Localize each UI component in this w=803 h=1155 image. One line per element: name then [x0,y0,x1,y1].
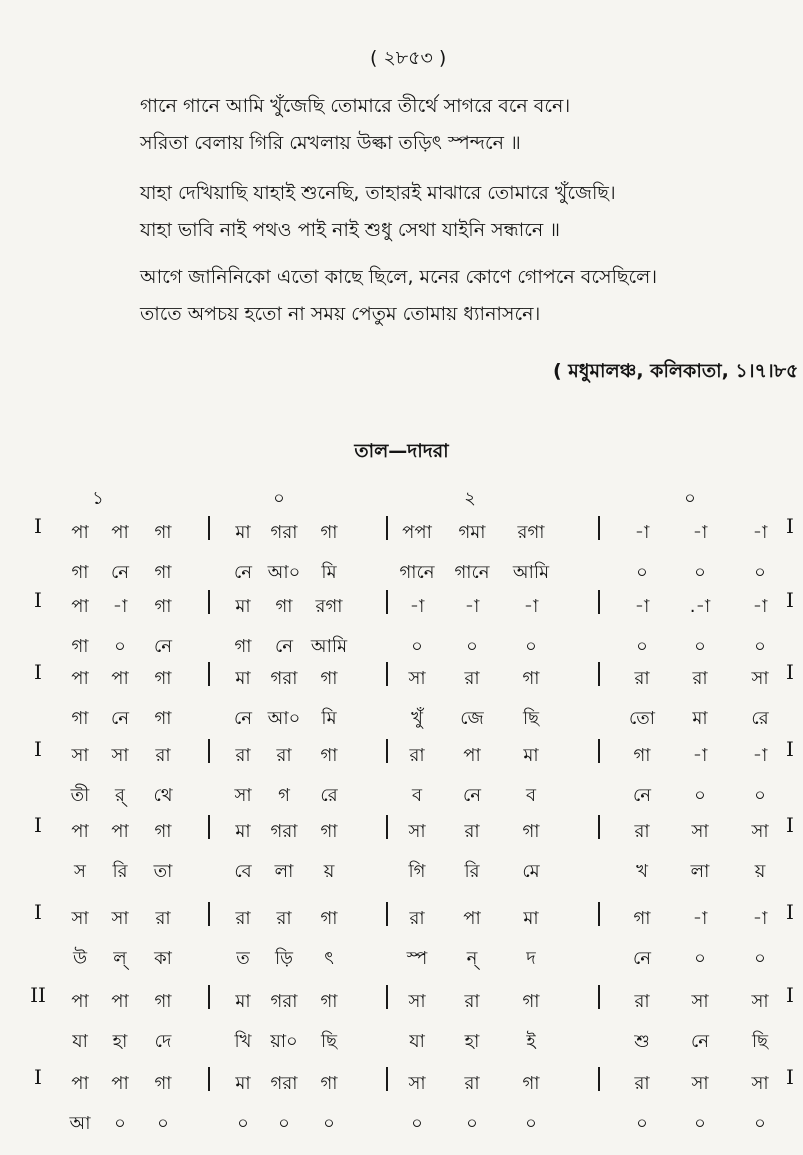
lyric-syllable: ০ [411,636,423,657]
lyric-syllable: ০ [636,562,648,583]
lyric-syllable: ল্ [113,948,127,969]
lyric-syllable: ০ [525,1113,537,1134]
swara-note: রা [409,745,425,766]
swara-note: পা [111,1073,129,1094]
swara-note: সা [691,991,709,1012]
end-marker: I [786,813,794,837]
swara-note: মা [235,668,251,689]
section-marker: I [34,737,42,761]
lyric-syllable: ০ [114,636,126,657]
swara-note: -া [692,745,708,766]
lyric-syllable: নে [462,785,482,806]
swara-note: -া [634,522,650,543]
lyric-syllable: লা [690,861,710,882]
swara-note: রা [464,821,480,842]
page-number: ( ২৮৫৩ ) [370,47,447,69]
swara-note: গা [320,745,338,766]
lyric-syllable: গানে [399,562,435,583]
lyric-syllable: ০ [754,948,766,969]
lyric-syllable: গা [154,708,172,729]
swara-note: সা [751,668,769,689]
lyric-syllable: গা [71,636,89,657]
measure-bar [386,590,388,614]
section-marker: I [34,1065,42,1089]
section-marker: I [34,900,42,924]
lyric-syllable: ০ [636,1113,648,1134]
beat-mark: ০ [273,488,285,509]
measure-bar [598,985,600,1009]
lyric-syllable: ছি [522,708,540,729]
lyric-syllable: ০ [754,785,766,806]
swara-note: পা [111,522,129,543]
lyric-syllable: তা [153,861,173,882]
swara-note: রা [409,908,425,929]
lyric-syllable: ০ [323,1113,335,1134]
measure-bar [598,516,600,540]
swara-note: গা [320,991,338,1012]
swara-note: সা [71,908,89,929]
lyric-syllable: রে [320,785,338,806]
swara-note: রা [276,908,292,929]
lyric-line: আগে জানিনিকো এতো কাছে ছিলে, মনের কোণে গোপনে বসেছিলে। [140,266,658,288]
lyric-syllable: ০ [694,636,706,657]
lyric-syllable: গা [154,562,172,583]
lyric-syllable: ০ [525,636,537,657]
swara-note: গরা [270,1073,298,1094]
lyric-syllable: য় [754,861,766,882]
lyric-syllable: ছি [320,1031,338,1052]
lyric-syllable: ০ [411,1113,423,1134]
lyric-syllable: ০ [694,562,706,583]
swara-note: গরা [270,821,298,842]
swara-note: মা [235,522,251,543]
swara-note: রা [464,668,480,689]
end-marker: I [786,737,794,761]
lyric-syllable: যা [72,1031,88,1052]
measure-bar [598,815,600,839]
lyric-syllable: নে [690,1031,710,1052]
swara-note: গা [154,522,172,543]
swara-note: গা [633,908,651,929]
lyric-syllable: উ [72,948,88,969]
measure-bar [386,985,388,1009]
measure-bar [208,590,210,614]
lyric-syllable: রি [464,861,480,882]
swara-note: পা [71,596,89,617]
swara-note: -া [692,908,708,929]
lyric-syllable: ০ [237,1113,249,1134]
swara-note: সা [751,991,769,1012]
lyric-syllable: তো [628,708,656,729]
lyric-syllable: আমি [310,636,348,657]
lyric-syllable: নে [233,708,253,729]
beat-mark: ২ [464,488,476,509]
swara-note: -া [112,596,128,617]
lyric-syllable: ০ [694,785,706,806]
swara-note: গা [320,1073,338,1094]
lyric-line: যাহা দেখিয়াছি যাহাই শুনেছি, তাহারই মাঝারে তোমারে খুঁজেছি। [140,182,616,204]
swara-note: -া [634,596,650,617]
end-marker: I [786,983,794,1007]
swara-note: সা [751,821,769,842]
swara-note: -া [752,596,768,617]
measure-bar [386,662,388,686]
swara-note: পা [71,522,89,543]
lyric-syllable: নে [632,948,652,969]
lyric-syllable: গ [278,785,290,806]
swara-note: গা [154,668,172,689]
lyric-syllable: গা [71,708,89,729]
measure-bar [598,662,600,686]
swara-note: গা [154,1073,172,1094]
swara-note: মা [235,596,251,617]
lyric-syllable: ত [236,948,250,969]
beat-mark: ১ [92,488,104,509]
lyric-syllable: খুঁ [411,708,423,729]
swara-note: পা [71,668,89,689]
swara-note: রা [235,745,251,766]
swara-note: মা [523,908,539,929]
swara-note: মা [235,1073,251,1094]
lyric-syllable: ০ [466,1113,478,1134]
swara-note: পা [463,908,481,929]
lyric-syllable: লা [274,861,294,882]
swara-note: -া [752,908,768,929]
lyric-syllable: ০ [278,1113,290,1134]
lyric-syllable: য়া০ [270,1031,298,1052]
lyric-syllable: জে [460,708,484,729]
lyric-syllable: ০ [694,948,706,969]
swara-note: সা [111,745,129,766]
lyric-syllable: নে [110,562,130,583]
swara-note: সা [751,1073,769,1094]
swara-note: গা [320,522,338,543]
measure-bar [598,590,600,614]
swara-note: পা [463,745,481,766]
lyric-syllable: থে [153,785,173,806]
measure-bar [598,1067,600,1091]
lyric-syllable: ০ [157,1113,169,1134]
lyric-syllable: শু [634,1031,650,1052]
lyric-syllable: ০ [466,636,478,657]
swara-note: গা [154,991,172,1012]
lyric-syllable: ৎ [324,948,334,969]
swara-note: গা [320,908,338,929]
end-marker: I [786,660,794,684]
swara-note: সা [691,821,709,842]
lyric-syllable: ০ [754,1113,766,1134]
swara-note: গা [275,596,293,617]
swara-note: -া [692,522,708,543]
lyric-line: সরিতা বেলায় গিরি মেখলায় উল্কা তড়িৎ স্পন্দনে ॥ [140,132,521,154]
section-marker: I [34,660,42,684]
lyric-syllable: হা [112,1031,128,1052]
swara-note: সা [408,991,426,1012]
swara-note: -া [409,596,425,617]
lyric-syllable: হা [464,1031,480,1052]
section-marker: I [34,588,42,612]
lyric-line: গানে গানে আমি খুঁজেছি তোমারে তীর্থে সাগরে বনে বনে। [140,95,571,117]
swara-note: পা [111,991,129,1012]
section-marker: I [34,813,42,837]
section-marker: II [30,983,46,1007]
swara-note: সা [111,908,129,929]
lyric-syllable: গা [71,562,89,583]
swara-note: -া [752,745,768,766]
swara-note: রা [276,745,292,766]
swara-note: গা [522,668,540,689]
lyric-syllable: সা [234,785,252,806]
lyric-syllable: বে [234,861,252,882]
lyric-syllable: আ০ [267,562,301,583]
lyric-syllable: নে [110,708,130,729]
lyric-syllable: খ [636,861,648,882]
swara-note: সা [408,1073,426,1094]
swara-note: গা [522,991,540,1012]
measure-bar [208,516,210,540]
swara-note: গা [320,668,338,689]
lyric-syllable: ই [526,1031,536,1052]
swara-note: রগা [517,522,545,543]
swara-note: রগা [315,596,343,617]
end-marker: I [786,514,794,538]
lyric-line: যাহা ভাবি নাই পথও পাই নাই শুধু সেথা যাইনি সন্ধানে ॥ [140,219,560,241]
swara-note: .-া [689,596,711,617]
measure-bar [208,1067,210,1091]
lyric-syllable: মে [522,861,540,882]
swara-note: সা [408,821,426,842]
lyric-syllable: ছি [751,1031,769,1052]
measure-bar [208,985,210,1009]
lyric-syllable: রি [112,861,128,882]
swara-note: রা [155,745,171,766]
swara-note: রা [155,908,171,929]
lyric-line: তাতে অপচয় হতো না সময় পেতুম তোমায় ধ্যানাসনে। [140,303,541,325]
lyric-syllable: গা [234,636,252,657]
measure-bar [208,902,210,926]
beat-mark: ০ [684,488,696,509]
swara-note: গা [522,1073,540,1094]
swara-note: গমা [458,522,486,543]
swara-note: সা [71,745,89,766]
tala-heading: তাল—দাদরা [354,440,449,462]
swara-note: মা [235,991,251,1012]
lyric-syllable: মা [692,708,708,729]
measure-bar [208,739,210,763]
swara-note: রা [692,668,708,689]
section-marker: I [34,514,42,538]
measure-bar [386,739,388,763]
swara-note: পা [71,991,89,1012]
lyric-syllable: দ [526,948,536,969]
swara-note: রা [464,1073,480,1094]
swara-note: পা [111,821,129,842]
end-marker: I [786,1065,794,1089]
swara-note: গা [633,745,651,766]
swara-note: গা [154,821,172,842]
lyric-syllable: র্ [115,785,125,806]
swara-note: মা [235,821,251,842]
swara-note: পা [71,821,89,842]
measure-bar [386,1067,388,1091]
lyric-syllable: মি [321,562,337,583]
end-marker: I [786,588,794,612]
lyric-syllable: খি [234,1031,252,1052]
lyric-syllable: ড়ি [275,948,293,969]
lyric-syllable: ০ [754,562,766,583]
lyric-syllable: গানে [454,562,490,583]
lyric-syllable: স্প [406,948,428,969]
swara-note: গা [320,821,338,842]
lyric-syllable: ন্ [466,948,478,969]
lyric-syllable: ব [411,785,423,806]
lyric-syllable: নে [233,562,253,583]
measure-bar [598,902,600,926]
measure-bar [386,902,388,926]
measure-bar [386,815,388,839]
lyric-syllable: গি [408,861,426,882]
lyric-syllable: যা [409,1031,425,1052]
swara-note: পা [111,668,129,689]
swara-note: গা [154,596,172,617]
lyric-syllable: ০ [114,1113,126,1134]
lyric-syllable: ০ [694,1113,706,1134]
lyric-syllable: আ০ [267,708,301,729]
swara-note: গরা [270,522,298,543]
measure-bar [208,662,210,686]
lyric-syllable: দে [154,1031,172,1052]
lyric-syllable: ০ [636,636,648,657]
swara-note: সা [408,668,426,689]
lyric-syllable: মি [321,708,337,729]
lyric-syllable: ব [525,785,537,806]
swara-note: পা [71,1073,89,1094]
source-citation: ( মধুমালঞ্চ, কলিকাতা, ১।৭।৮৫ [553,360,799,382]
swara-note: রা [634,991,650,1012]
measure-bar [598,739,600,763]
lyric-syllable: আমি [512,562,550,583]
swara-note: রা [464,991,480,1012]
swara-note: পপা [402,522,432,543]
lyric-syllable: নে [632,785,652,806]
lyric-syllable: আ [69,1113,91,1134]
swara-note: -া [523,596,539,617]
lyric-syllable: স [74,861,86,882]
swara-note: গরা [270,668,298,689]
swara-note: সা [691,1073,709,1094]
lyric-syllable: য় [323,861,335,882]
lyric-syllable: কা [154,948,172,969]
lyric-syllable: নে [274,636,294,657]
swara-note: রা [634,1073,650,1094]
swara-note: মা [523,745,539,766]
swara-note: -া [752,522,768,543]
lyric-syllable: রে [751,708,769,729]
measure-bar [208,815,210,839]
measure-bar [386,516,388,540]
lyric-syllable: ০ [754,636,766,657]
swara-note: গরা [270,991,298,1012]
swara-note: গা [522,821,540,842]
end-marker: I [786,900,794,924]
swara-note: রা [634,821,650,842]
swara-note: রা [235,908,251,929]
lyric-syllable: নে [153,636,173,657]
swara-note: -া [464,596,480,617]
lyric-syllable: তী [70,785,90,806]
swara-note: রা [634,668,650,689]
